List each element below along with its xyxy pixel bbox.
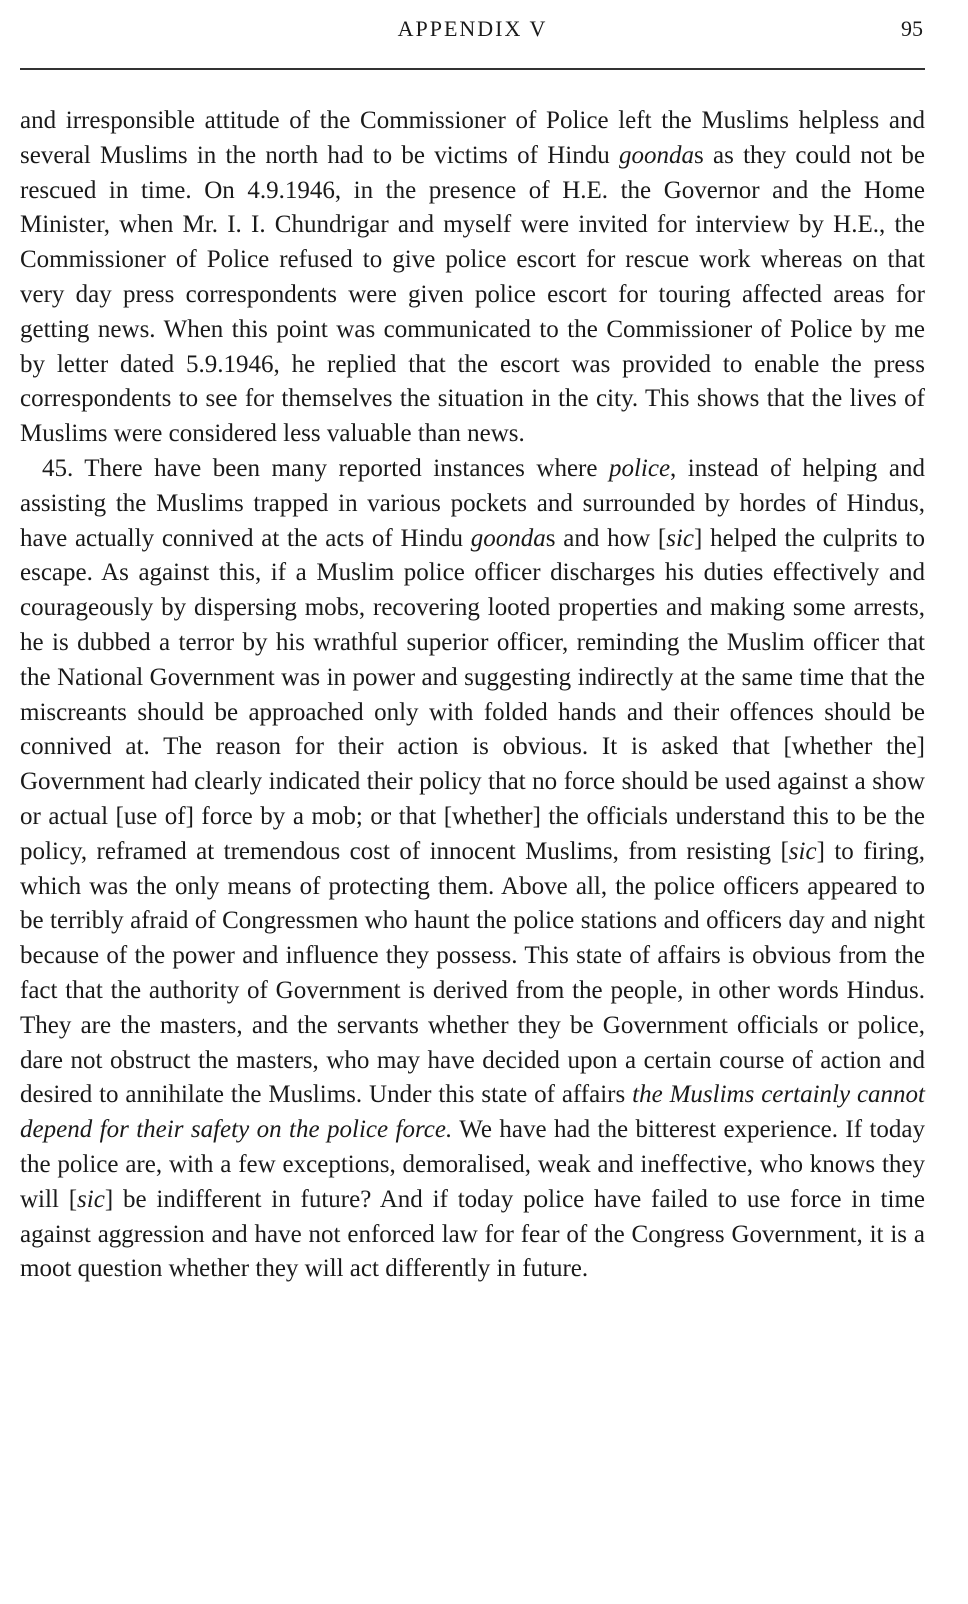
paragraph-1-text: and irresponsible attitude of the Commissioner of Police left the Muslims helpless and several Muslims in the north had to be victims of Hindu [20,107,925,169]
italic-term: goonda [470,524,546,552]
italic-sic: sic [77,1185,105,1213]
paragraph-45-text: , instead of helping and assisting the Muslims trapped in various pockets and surrounded by hordes of Hindus, have actually connived at the acts of Hindu [20,454,925,552]
paragraph-45-text: We have had the bitterest experience. If today the police are, with a few exceptions, demoralised, weak and ineffective, who knows they will [ [20,1116,926,1213]
paragraph-45-text: s and how [ [545,524,667,552]
paragraph-1 [20,104,925,452]
running-header [20,0,925,60]
paragraph-45 [20,452,925,1287]
italic-term: goonda [619,141,695,169]
running-title: APPENDIX V [397,16,548,41]
body-text [20,104,925,1287]
paragraph-45-text: ] helped the culprits to escape. As against this, if a Muslim police officer discharges his duties effectively and courageously by dispersing mobs, recovering looted properties and making some arrests, he is dubbed a terror by his wrathful superior officer, reminding the Muslim officer that the National Government was in power and suggesting indirectly at the same time that the miscreants should be approached only with folded hands and their offences should be connived at. The reason for their action is obvious. It is asked that [whether the] Government had clearly indicated their policy that no force should be used against a show or actual [use of] force by a mob; or that [whether] the officials understand this to be the policy, reframed at tremendous cost of innocent Muslims, from resisting [ [20,524,925,865]
page-number: 95 [901,16,923,41]
italic-emphasis: the Muslims certainly cannot depend for their safety on the police force. [20,1081,926,1144]
paragraph-45-text: 45. There have been many reported instances where [42,454,609,482]
italic-sic: sic [788,837,817,865]
paragraph-45-text: ] be indifferent in future? And if today police have failed to use force in time against aggression and have not enforced law for fear of the Congress Government, it is a moot question whether they will act differently in future. [20,1185,925,1283]
header-rule [20,68,925,70]
paragraph-1-text: s as they could not be rescued in time. On 4.9.1946, in the presence of H.E. the Governor and the Home Minister, when Mr. I. I. Chundrigar and myself were invited for interview by H.E., the Commissioner of Police refused to give police escort for rescue work whereas on that very day press correspondents were given police escort for touring affected areas for getting news. When this point was communicated to the Commissioner of Police by me by letter dated 5.9.1946, he replied that the escort was provided to enable the press correspondents to see for themselves the situation in the city. This shows that the lives of Muslims were considered less valuable than news. [20,141,925,448]
italic-sic: sic [666,524,695,552]
paragraph-45-text: ] to firing, which was the only means of protecting them. Above all, the police officers appeared to be terribly afraid of Congressmen who haunt the police stations and officers day and night because of the power and influence they possess. This state of affairs is obvious from the fact that the authority of Government is derived from the people, in other words Hindus. They are the masters, and the servants whether they be Government officials or police, dare not obstruct the masters, who may have decided upon a certain course of action and desired to annihilate the Muslims. Under this state of affairs [20,837,925,1109]
italic-term: police [608,454,671,482]
